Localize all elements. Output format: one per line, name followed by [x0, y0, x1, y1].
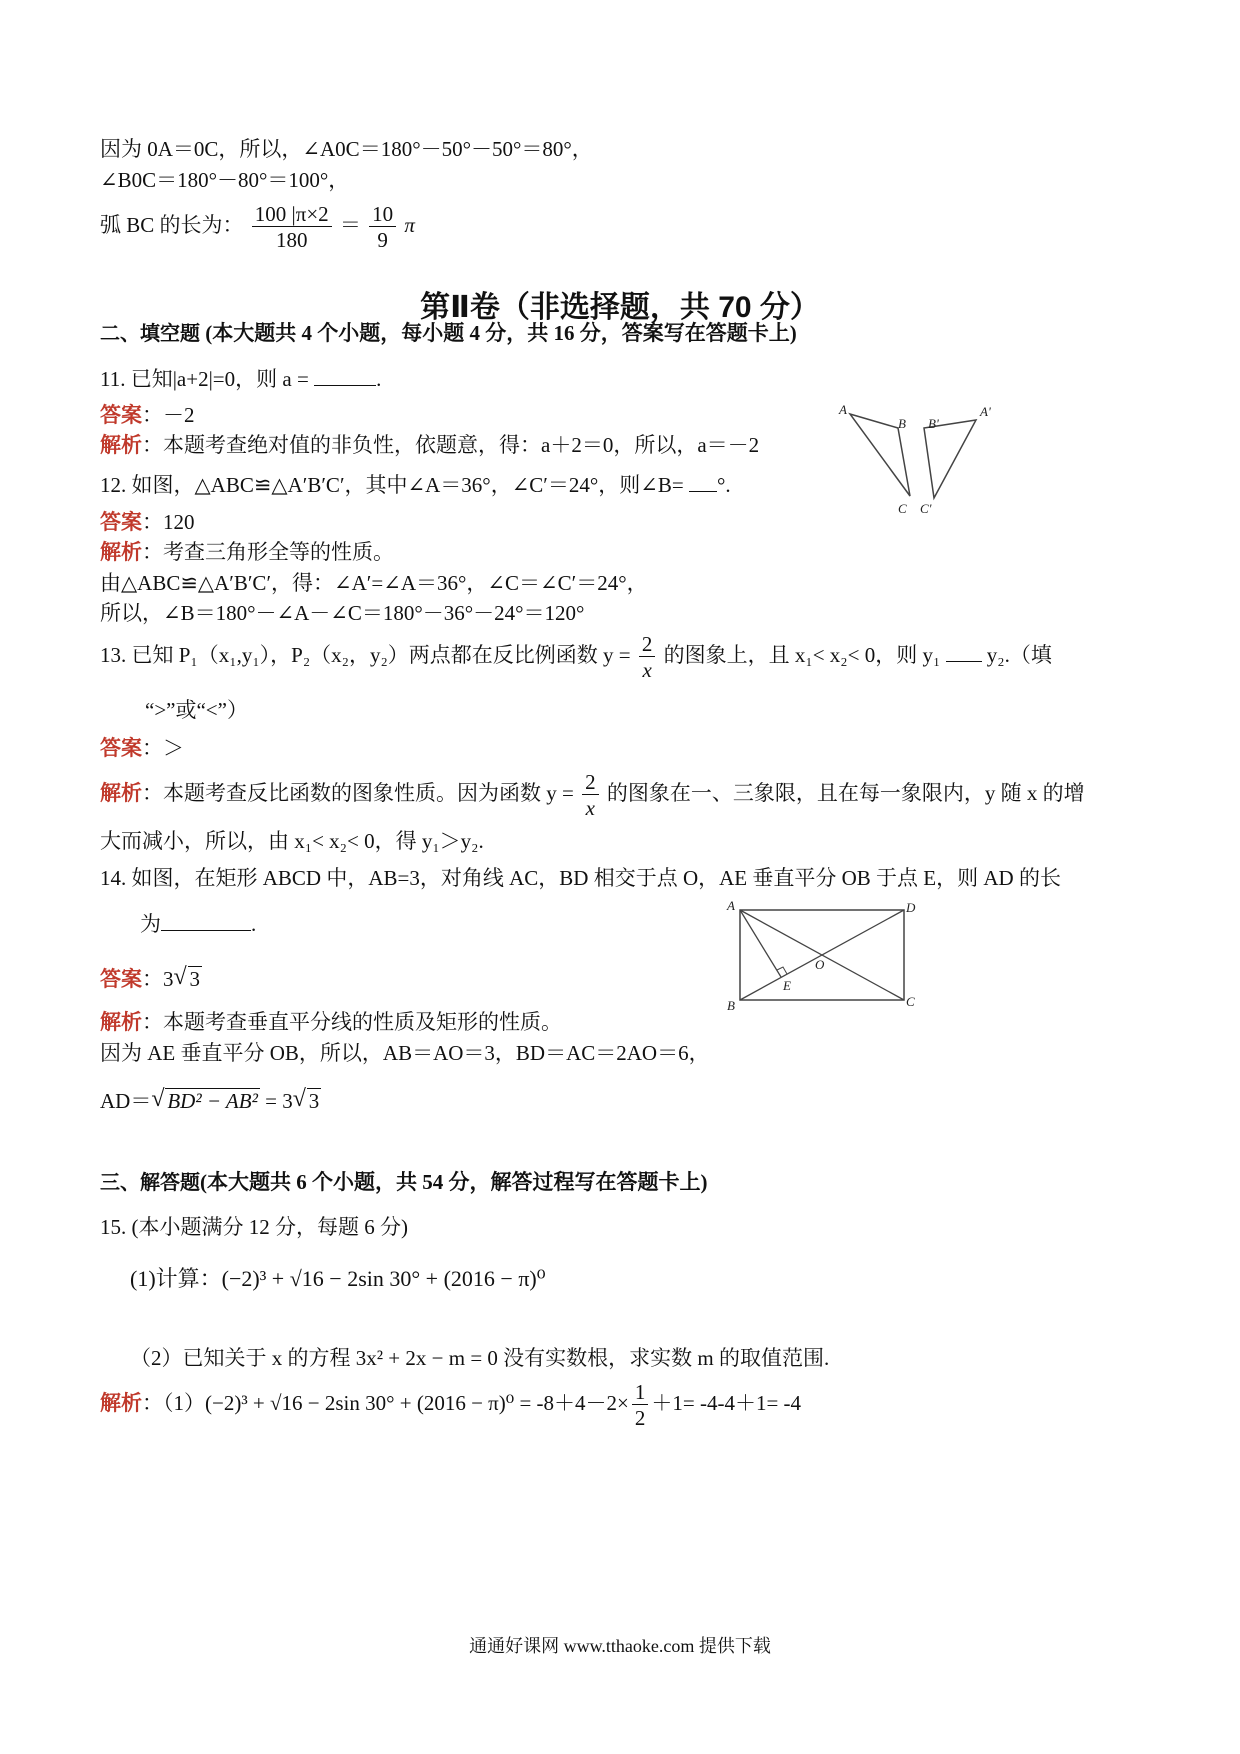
arc-label: 弧 BC 的长为： [100, 213, 244, 237]
q14-rectangle-figure [720, 896, 930, 1021]
q14-analysis-line-2: 因为 AE 垂直平分 OB，所以，AB＝AO＝3，BD＝AC＝2AO＝6， [100, 1041, 710, 1065]
fig-label-b-prime: B' [928, 416, 939, 431]
fig-label-o: O [815, 957, 825, 972]
fig-label-b: B [727, 998, 735, 1013]
q12-triangles-figure [836, 400, 1016, 520]
q13-fraction: $\frac{2}{x}$ [639, 632, 656, 683]
fig-label-c: C [898, 501, 907, 516]
q13-analysis-fraction: $\frac{2}{x}$ [582, 770, 599, 821]
q13-answer: 答案：＞ [100, 736, 184, 760]
q13-question: 13. 已知 P₁（x₁,y₁），P₂（x₂，y₂）两点都在反比例函数 y = $\frac{2}{x}$ 的图象上，且 x₁< x₂< 0，则 y₁ y₂.（填 [100, 631, 1052, 682]
q11-blank [314, 363, 376, 386]
q15-question: 15. (本小题满分 12 分，每题 6 分) [100, 1215, 408, 1239]
q11-analysis: 解析：本题考查绝对值的非负性，依题意，得：a＋2＝0，所以，a＝－2 [100, 433, 760, 457]
q14-question-line-2: 为 . [140, 908, 256, 939]
q12-analysis-line-2: 由△ABC≌△A′B′C′，得：∠A′=∠A＝36°，∠C＝∠C′＝24°， [100, 571, 648, 595]
arc-fraction: $\frac{100 |\pi\times 2}{180}$ [252, 202, 332, 253]
q12-analysis: 解析：考查三角形全等的性质。 [100, 540, 394, 564]
sqrt-bd-ab: √ BD² − AB² [151, 1086, 260, 1116]
fig-label-a: A [727, 898, 735, 913]
q11-question: 11. 已知|a+2|=0，则 a = . [100, 363, 381, 394]
q15-analysis: 解析：（1）(−2)³ + √16 − 2sin 30° + (2016 − π)⁰ = -8＋4－2× $\frac{1}{2}$ ＋1= -4-4＋1= -4 [100, 1379, 802, 1430]
fig-label-c-prime: C' [920, 501, 932, 516]
q12-question: 12. 如图，△ABC≌△A′B′C′，其中∠A＝36°，∠C′＝24°，则∠B= °. [100, 469, 731, 500]
fig-label-a: A [839, 402, 847, 417]
part-title: 第Ⅱ卷（非选择题，共 70 分） [420, 291, 820, 324]
q14-analysis-line-3: AD＝√ BD² − AB² = 3√ 3 [100, 1086, 321, 1116]
q13-analysis: 解析：本题考查反比函数的图象性质。因为函数 y = $\frac{2}{x}$ 的图象在一、三象限，且在每一象限内，y 随 x 的增 [100, 769, 1085, 820]
sqrt-3-result: √ 3 [293, 1086, 322, 1116]
fig-label-d: D [906, 900, 916, 915]
top-line-2: ∠B0C＝180°－80°＝100°， [100, 168, 350, 192]
section-3-heading: 三、解答题(本大题共 6 个小题，共 54 分，解答过程写在答题卡上) [100, 1170, 708, 1194]
q14-answer: 答案：3√ 3 [100, 964, 202, 994]
fig-label-c: C [906, 994, 915, 1009]
top-line-3: 弧 BC 的长为： $\frac{100 |\pi\times 2}{180}$ ＝ $\frac{10}{9}$ π [100, 201, 415, 252]
q13-blank [946, 639, 982, 662]
q14-analysis: 解析：本题考查垂直平分线的性质及矩形的性质。 [100, 1010, 562, 1034]
q15-part-2: （2）已知关于 x 的方程 3x² + 2x − m = 0 没有实数根，求实数 m 的取值范围. [130, 1346, 830, 1370]
q11-answer: 答案：－2 [100, 403, 195, 427]
q12-analysis-line-3: 所以，∠B＝180°－∠A－∠C＝180°－36°－24°＝120° [100, 601, 585, 625]
q13-question-line-2: “>”或“<”） [145, 698, 248, 722]
q15-part-1: (1)计算：(−2)³ + √16 − 2sin 30° + (2016 − π)⁰ [130, 1266, 546, 1291]
q12-blank [689, 469, 717, 492]
section-2-heading: 二、填空题 (本大题共 4 个小题，每小题 4 分，共 16 分，答案写在答题卡上) [100, 321, 797, 345]
arc-result-fraction: $\frac{10}{9}$ [369, 202, 396, 253]
q14-blank [161, 908, 251, 931]
fig-label-a-prime: A' [980, 404, 991, 419]
q12-answer: 答案：120 [100, 510, 195, 534]
half-fraction: $\frac{1}{2}$ [632, 1380, 649, 1431]
page-footer: 通通好课网 www.tthaoke.com 提供下载 [469, 1636, 771, 1656]
fig-label-b: B [898, 416, 906, 431]
q14-question: 14. 如图，在矩形 ABCD 中，AB=3，对角线 AC，BD 相交于点 O，AE 垂直平分 OB 于点 E，则 AD 的长 [100, 866, 1061, 890]
fig-label-e: E [783, 978, 791, 993]
sqrt-3: √ 3 [174, 964, 203, 994]
top-line-1: 因为 0A＝0C，所以，∠A0C＝180°－50°－50°＝80°， [100, 137, 593, 161]
q13-analysis-line-3: 大而减小，所以，由 x₁< x₂< 0，得 y₁＞y₂. [100, 829, 484, 853]
